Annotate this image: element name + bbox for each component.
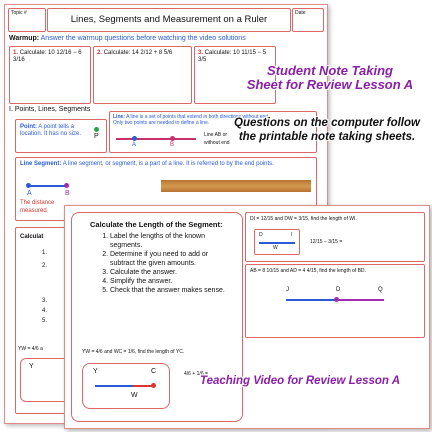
right1-segment <box>259 242 295 244</box>
teaching-caption: Teaching Video for Review Lesson A <box>199 375 400 387</box>
point-label: P <box>94 133 99 140</box>
step-4: 4. Simplify the answer. <box>110 277 230 286</box>
title-box <box>47 8 291 32</box>
step-5: 5. Check that the answer makes sense. <box>110 286 230 295</box>
student-caption-line-2: Sheet for Review Lesson A <box>246 77 414 92</box>
line-box: Line: A line is a set of points that extend in both directions without end. Only two points are needed to define a line. A B Line AB or without end <box>109 111 317 153</box>
right2-q-label: Q <box>378 287 383 293</box>
date-box <box>292 8 324 32</box>
bottom-y-label: Y <box>29 363 34 370</box>
questions-caption <box>224 116 430 144</box>
right2-point-d <box>334 297 339 302</box>
problem-left: YW = 4/6 and WC = 1/6, find the length of YC. <box>82 349 185 355</box>
segment-measured-text: measured <box>20 208 47 214</box>
calc-num-4: 4. <box>42 308 48 314</box>
work-left: 4/6 + 1/6 = <box>184 371 208 377</box>
problem-right-1: DI = 12/15 and DW = 3/15, find the length of WI. <box>250 216 357 222</box>
section-heading: I. Points, Lines, Segments <box>9 106 91 113</box>
warmup-instruction: Answer the warmup questions before watching the video solutions <box>40 35 246 42</box>
right1-i-label: I <box>291 232 293 238</box>
questions-caption-line-2: the printable note taking sheets. <box>238 131 416 143</box>
warmup-problem-2: 2. Calculate: 14 2/12 + 8 5/6 <box>93 46 192 104</box>
diagram-c-label: C <box>151 368 157 375</box>
diagram-right-1 <box>254 229 300 255</box>
calc-num-1: 1. <box>42 250 48 256</box>
step-2: 2. Determine if you need to add or subtract the given amounts. <box>110 250 230 268</box>
diagram-y-label: Y <box>93 368 98 375</box>
line-point-b <box>170 136 175 141</box>
right2-j-label: J <box>286 287 289 293</box>
segment-point-a <box>26 183 31 188</box>
right2-segment-dq <box>336 299 384 301</box>
diagram-left <box>82 363 170 409</box>
date-label: Date <box>295 10 306 16</box>
steps-list <box>72 232 230 295</box>
right2-d-label: D <box>336 287 341 293</box>
bottom-expression: YW = 4/6 a <box>18 346 43 352</box>
right1-w-label: W <box>273 245 278 251</box>
segment-label-b: B <box>65 190 70 197</box>
problem-right-1-panel <box>245 212 425 262</box>
line-label-a: A <box>132 142 137 148</box>
step-1: 1. Label the lengths of the known segments. <box>110 232 230 250</box>
steps-panel <box>71 212 243 422</box>
line-diagram <box>116 138 196 140</box>
diagram-point-c <box>151 383 156 388</box>
warmup-problem-1: 1. Calculate: 10 12/16 − 6 3/16 <box>9 46 91 104</box>
segment-distance-text: The distance <box>20 200 55 206</box>
calc-num-3: 3. <box>42 298 48 304</box>
calc-num-2: 2. <box>42 263 48 269</box>
student-caption <box>232 64 428 92</box>
warmup-problem-3: 3. Calculate: 10 11/15 − 5 3/5 <box>194 46 276 104</box>
page-title: Lines, Segments and Measurement on a Ruler <box>70 14 268 25</box>
calc-num-5: 5. <box>42 318 48 324</box>
segment-box: Line Segment: A line segment, or segment, is a part of a line. It is referred to by the end points. A B The distance measured <box>15 157 317 221</box>
point-dot <box>94 127 99 132</box>
line-notation-2: without end <box>204 140 230 146</box>
student-caption-line-1: Student Note Taking <box>267 63 393 78</box>
ruler-image <box>161 180 311 192</box>
teaching-video-slide <box>64 205 430 429</box>
questions-caption-line-1: Questions on the computer follow <box>234 117 420 129</box>
warmup-label: Warmup: <box>9 35 40 42</box>
line-label-b: B <box>170 142 175 148</box>
topic-label: Topic # <box>11 10 27 16</box>
work-right-1: 12/15 − 3/15 = <box>310 239 343 245</box>
warmup-row <box>9 35 246 43</box>
right1-d-label: D <box>259 232 263 238</box>
problem-right-2-panel <box>245 264 425 338</box>
line-point-a <box>132 136 137 141</box>
diagram-w-label: W <box>131 392 138 399</box>
step-3: 3. Calculate the answer. <box>110 268 230 277</box>
point-box: Point: A point tells a location. It has no size. P <box>15 119 107 153</box>
steps-heading: Calculate the Length of the Segment: <box>90 220 223 229</box>
calculate-heading: Calculat <box>20 234 44 240</box>
line-notation: Line AB or <box>204 132 228 138</box>
segment-label-a: A <box>27 190 32 197</box>
segment-diagram <box>28 185 68 187</box>
segment-point-b <box>64 183 69 188</box>
problem-right-2: AB = 8 10/15 and AD = 4 4/15, find the length of BD. <box>250 268 366 274</box>
topic-box <box>8 8 46 32</box>
